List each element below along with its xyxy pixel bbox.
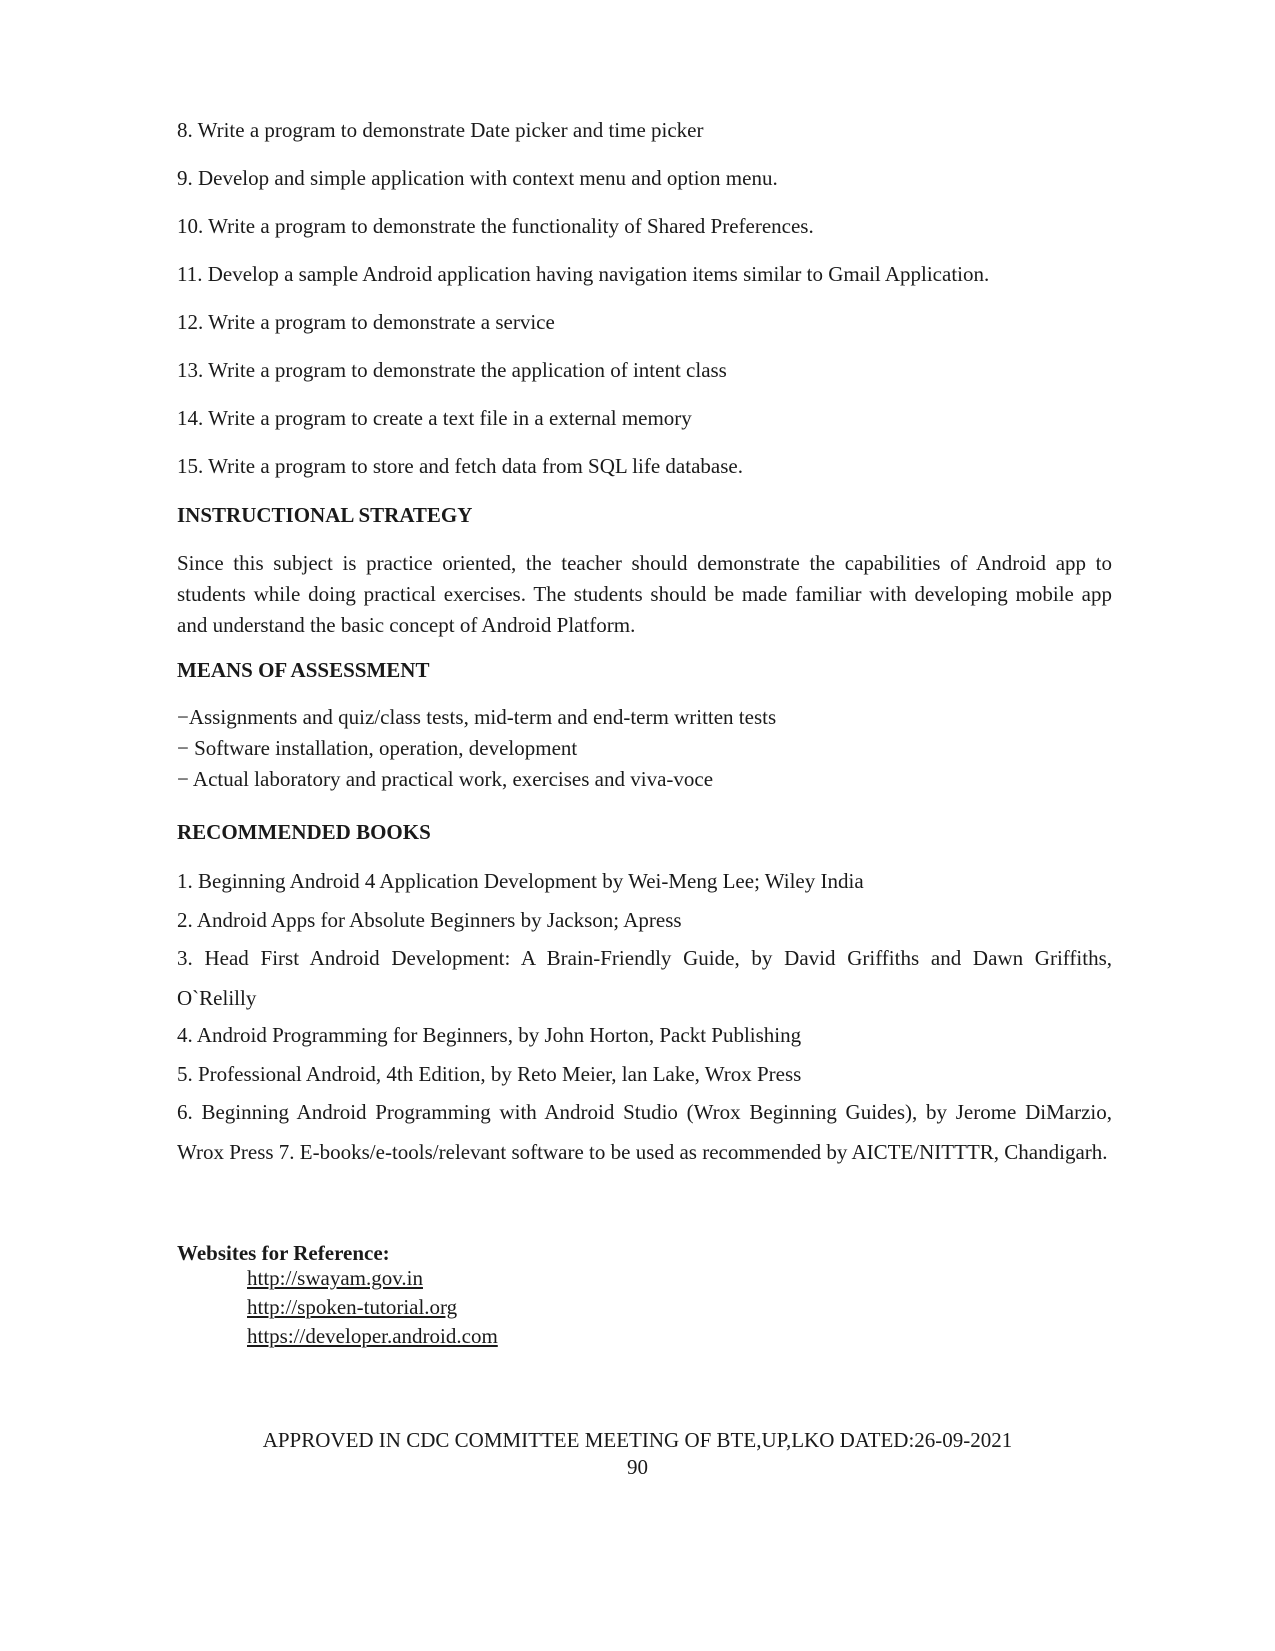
website-links bbox=[247, 1264, 498, 1351]
assessment-heading: MEANS OF ASSESSMENT bbox=[177, 658, 430, 682]
exercise-item: 13. Write a program to demonstrate the application of intent class bbox=[177, 358, 727, 382]
exercise-item: 12. Write a program to demonstrate a service bbox=[177, 310, 555, 334]
book-item: 6. Beginning Android Programming with Android Studio (Wrox Beginning Guides), by Jerome DiMarzio, Wrox Press 7. E-books/e-tools/relevant software to be used as recommended by AICTE/NITTTR, Chandigarh. bbox=[177, 1100, 1112, 1164]
exercise-item: 10. Write a program to demonstrate the functionality of Shared Preferences. bbox=[177, 214, 814, 238]
book-item: 3. Head First Android Development: A Brain-Friendly Guide, by David Griffiths and Dawn Griffiths, O`Relilly bbox=[177, 946, 1112, 1010]
books-heading: RECOMMENDED BOOKS bbox=[177, 820, 431, 844]
book-item: 5. Professional Android, 4th Edition, by Reto Meier, lan Lake, Wrox Press bbox=[177, 1062, 802, 1086]
instructional-strategy-text: Since this subject is practice oriented, the teacher should demonstrate the capabilities of Android app to students while doing practical exercises. The students should be made familiar with developing mobile app and understand the basic concept of Android Platform. bbox=[177, 551, 1112, 637]
assessment-list bbox=[177, 702, 1112, 795]
book-item: 2. Android Apps for Absolute Beginners by Jackson; Apress bbox=[177, 908, 682, 932]
exercise-item: 9. Develop and simple application with context menu and option menu. bbox=[177, 166, 778, 190]
assessment-item: − Software installation, operation, development bbox=[177, 736, 578, 760]
exercise-item: 15. Write a program to store and fetch data from SQL life database. bbox=[177, 454, 743, 478]
book-item: 1. Beginning Android 4 Application Development by Wei-Meng Lee; Wiley India bbox=[177, 869, 864, 893]
exercise-item: 11. Develop a sample Android application having navigation items similar to Gmail Application. bbox=[177, 262, 990, 286]
websites-heading: Websites for Reference: bbox=[177, 1241, 390, 1265]
website-link[interactable]: http://spoken-tutorial.org bbox=[247, 1295, 458, 1319]
approval-footer: APPROVED IN CDC COMMITTEE MEETING OF BTE,UP,LKO DATED:26-09-2021 bbox=[262, 1428, 1013, 1452]
website-link[interactable]: https://developer.android.com bbox=[247, 1324, 498, 1348]
assessment-item: − Actual laboratory and practical work, exercises and viva-voce bbox=[177, 767, 714, 791]
exercise-item: 14. Write a program to create a text file in a external memory bbox=[177, 406, 692, 430]
assessment-item: −Assignments and quiz/class tests, mid-term and end-term written tests bbox=[177, 705, 777, 729]
instructional-strategy-heading: INSTRUCTIONAL STRATEGY bbox=[177, 503, 473, 527]
book-item: 4. Android Programming for Beginners, by John Horton, Packt Publishing bbox=[177, 1023, 802, 1047]
page-number: 90 bbox=[627, 1455, 648, 1479]
exercise-item: 8. Write a program to demonstrate Date picker and time picker bbox=[177, 118, 704, 142]
website-link[interactable]: http://swayam.gov.in bbox=[247, 1266, 423, 1290]
